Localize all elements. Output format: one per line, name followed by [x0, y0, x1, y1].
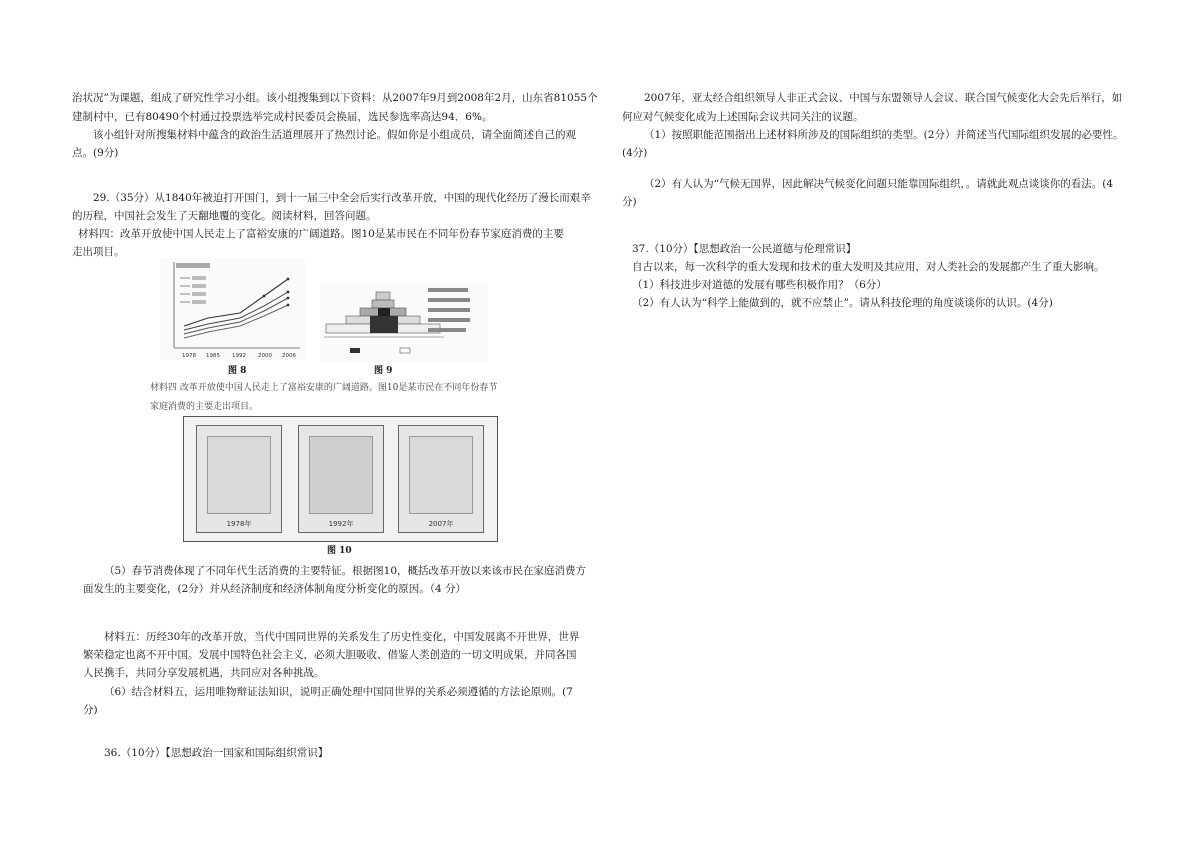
right-para-1-line-1: 2007年，亚太经合组织领导人非正式会议、中国与东盟领导人会议、联合国气候变化大会先后举行，如: [644, 92, 1123, 104]
fig8-xtick: 1978: [182, 353, 196, 359]
fig8-xtick: 1992: [232, 353, 246, 359]
figure-9-pyramid: [320, 284, 488, 362]
figure-10-frame: [183, 416, 498, 542]
right-question-2-line-1: （2）有人认为“气候无国界，因此解决气候变化问题只能靠国际组织，。请就此观点谈谈你的看法。(4: [644, 178, 1114, 190]
figure-10-caption: 图 10: [327, 546, 352, 556]
material-4-line-1: 材料四：改革开放使中国人民走上了富裕安康的广阔道路。图10是某市民在不同年份春节家庭消费的主要: [78, 228, 564, 240]
question-37-item-2: （2）有人认为“科学上能做到的，就不应禁止”。请从科技伦理的角度谈谈你的认识。(4分): [632, 297, 1053, 309]
right-question-1-line-2: (4分): [622, 147, 648, 159]
intro-line-1: 治状况”为课题，组成了研究性学习小组。该小组搜集到以下资料：从2007年9月到2008年2月，山东省81055个: [72, 92, 598, 104]
figure-9-caption: 图 9: [374, 366, 393, 376]
card-year-label: 2007年: [428, 520, 454, 528]
right-question-1-line-1: （1）按照职能范围指出上述材料所涉及的国际组织的类型。(2分）并简述当代国际组织发展的必要性。: [644, 129, 1124, 141]
card-year-label: 1992年: [328, 520, 354, 528]
figure-10-card-1978: [196, 425, 282, 533]
card-year-label: 1978年: [226, 520, 252, 528]
intro-line-4: 点。(9分): [72, 147, 119, 159]
figure-10-card-1992: [298, 425, 384, 533]
figure-8-caption: 图 8: [228, 366, 247, 376]
question-37-heading: 37.（10分）【思想政治一公民道德与伦理常识】: [632, 243, 857, 255]
material-4-line-2: 走出项目。: [72, 246, 125, 258]
fig8-xtick: 2000: [258, 353, 272, 359]
fig8-xtick: 1985: [206, 353, 220, 359]
material-5-line-3: 人民携手，共同分享发展机遇，共同应对各种挑战。: [83, 667, 325, 679]
scanned-material-4-line-2: 家庭消费的主要走出项目。: [150, 402, 259, 412]
question-37-item-1: （1）科技进步对道德的发展有哪些积极作用？（6分）: [632, 279, 887, 291]
question-5-line-1: （5）春节消费体现了不同年代生活消费的主要特征。根据图10，概括改革开放以来该市民在家庭消费方: [104, 565, 587, 577]
right-question-2-line-2: 分): [622, 196, 637, 208]
figure-10-card-2007: [398, 425, 484, 533]
material-5-line-1: 材料五：历经30年的改革开放，当代中国同世界的关系发生了历史性变化，中国发展离不开世界，世界: [104, 631, 580, 643]
right-para-2: 自古以来，每一次科学的重大发现和技术的重大发明及其应用，对人类社会的发展都产生了重大影响。: [632, 261, 1105, 273]
material-5-line-2: 繁荣稳定也离不开中国。发展中国特色社会主义，必须大胆吸收、借鉴人类创造的一切文明成果，并同各国: [83, 649, 577, 661]
question-29-line-1: 29.（35分）从1840年被迫打开国门，到十一届三中全会后实行改革开放，中国的现代化经历了漫长而艰辛: [93, 192, 591, 204]
fig8-xtick: 2006: [282, 353, 296, 359]
intro-line-2: 建制村中，已有80490个村通过投票选举完成村民委员会换届，选民参选率高达94．6%。: [72, 111, 493, 123]
scanned-material-4-line-1: 材料四 改革开放使中国人民走上了富裕安康的广阔道路。图10是某市民在不同年份春节: [150, 383, 498, 393]
figure-8-line-chart: [160, 258, 305, 360]
question-6-line-2: 分): [83, 704, 98, 716]
right-para-1-line-2: 何应对气候变化成为上述国际会议共同关注的议题。: [622, 111, 864, 123]
question-5-line-2: 面发生的主要变化，(2分）并从经济制度和经济体制角度分析变化的原因。（4 分）: [83, 583, 467, 595]
question-36-heading: 36.（10分）【思想政治一国家和国际组织常识】: [104, 747, 329, 759]
question-29-line-2: 的历程，中国社会发生了天翻地覆的变化。阅读材料，回答问题。: [72, 210, 377, 222]
question-6-line-1: （6）结合材料五，运用唯物辩证法知识，说明正确处理中国同世界的关系必须遵循的方法论原则。(7: [104, 686, 573, 698]
intro-line-3: 该小组针对所搜集材料中蕴含的政治生活道理展开了热烈讨论。假如你是小组成员，请全面简述自己的观: [93, 129, 576, 141]
